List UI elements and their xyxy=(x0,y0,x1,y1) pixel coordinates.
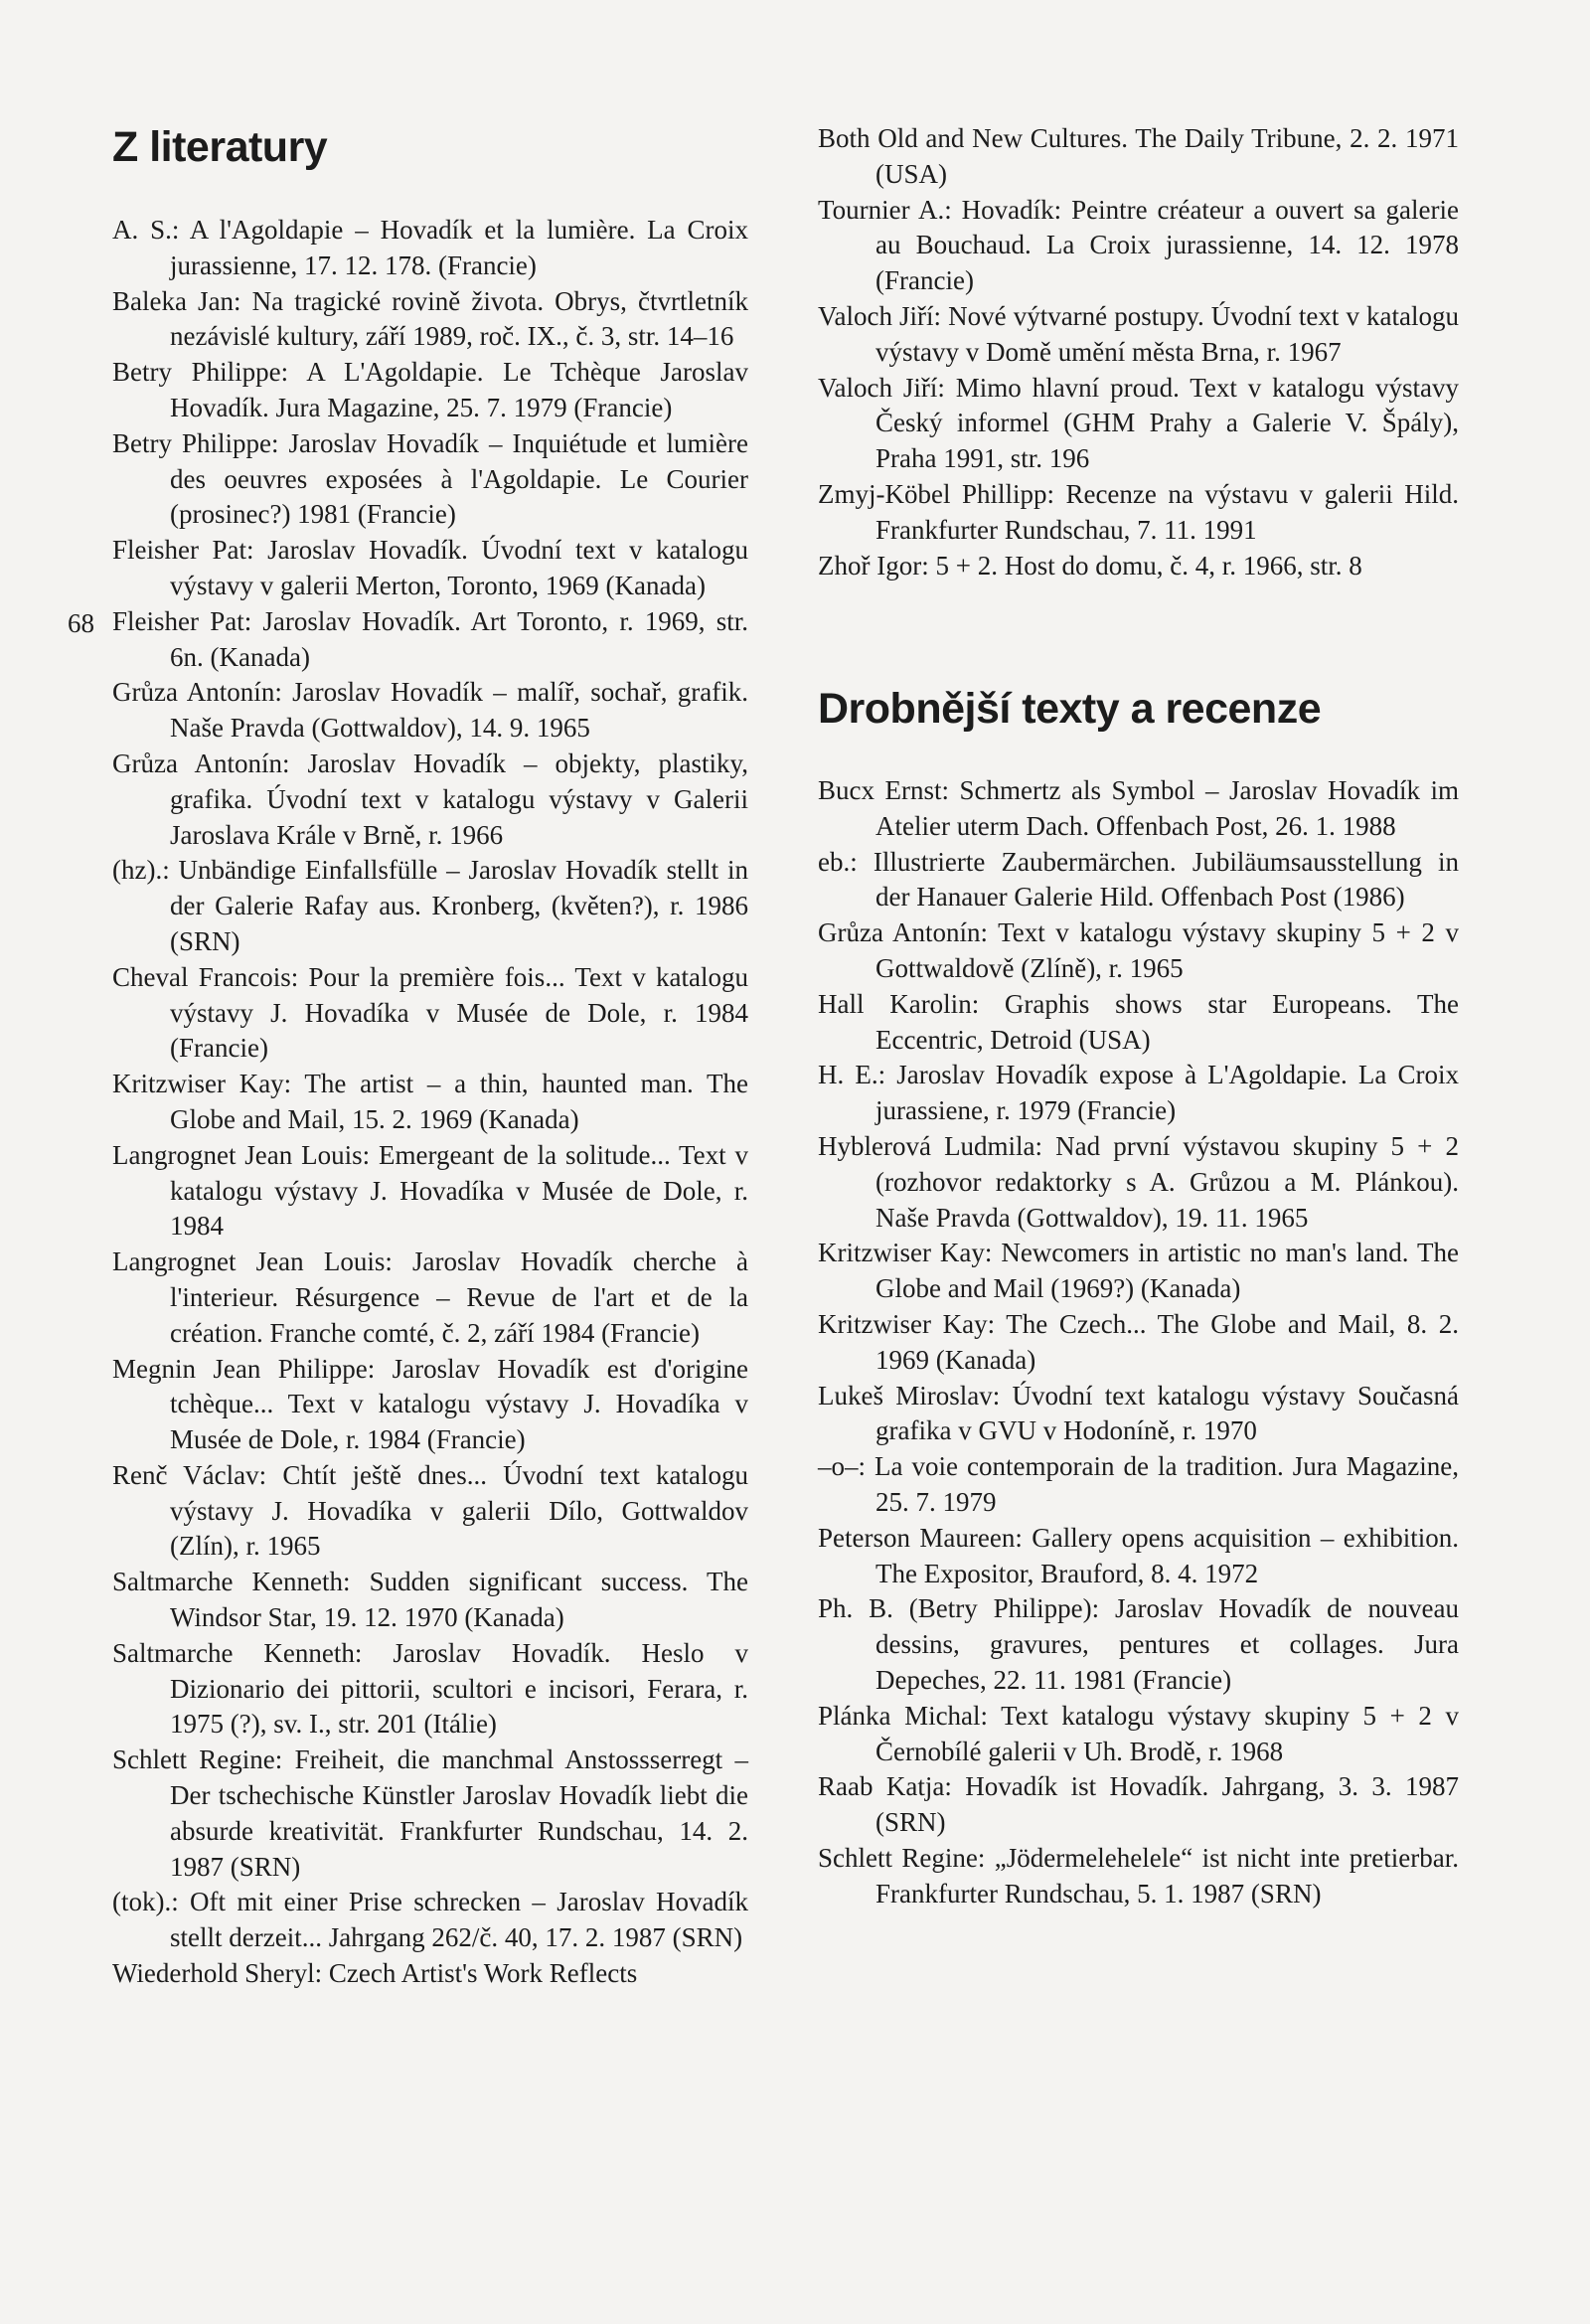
bibliography-entry: Kritzwiser Kay: The artist – a thin, haunted man. The Globe and Mail, 15. 2. 1969 (Kanada) xyxy=(112,1069,748,1134)
review-entry: Lukeš Miroslav: Úvodní text katalogu výstavy Současná grafika v GVU v Hodoníně, r. 1970 xyxy=(818,1380,1459,1446)
section-heading-literature: Z literatury xyxy=(112,123,328,171)
review-entry: Grůza Antonín: Text v katalogu výstavy skupiny 5 + 2 v Gottwaldově (Zlíně), r. 1965 xyxy=(818,917,1459,983)
review-entry: Hall Karolin: Graphis shows star Europeans. The Eccentric, Detroid (USA) xyxy=(818,988,1459,1055)
review-entry: Kritzwiser Kay: The Czech... The Globe and Mail, 8. 2. 1969 (Kanada) xyxy=(818,1308,1459,1375)
bibliography-entry: (hz).: Unbändige Einfallsfülle – Jaroslav Hovadík stellt in der Galerie Rafay aus. Kronberg, (květen?), r. 1986 (SRN) xyxy=(112,855,748,956)
bibliography-entry: Wiederhold Sheryl: Czech Artist's Work Reflects xyxy=(112,1958,638,1989)
review-entry: Hyblerová Ludmila: Nad první výstavou skupiny 5 + 2 (rozhovor redaktorky s A. Grůzou a M. Plánkou). Naše Pravda (Gottwaldov), 19. 11. 1965 xyxy=(818,1130,1459,1233)
bibliography-entry: Grůza Antonín: Jaroslav Hovadík – objekty, plastiky, grafika. Úvodní text v katalogu výstavy v Galerii Jaroslava Krále v Brně, r. 1966 xyxy=(112,747,748,850)
bibliography-entry: Betry Philippe: A L'Agoldapie. Le Tchèque Jaroslav Hovadík. Jura Magazine, 25. 7. 1979 (Francie) xyxy=(112,357,748,422)
bibliography-entry: Saltmarche Kenneth: Jaroslav Hovadík. Heslo v Dizionario dei pittorii, scultori e incisori, Ferara, r. 1975 (?), sv. I., str. 201 (Itálie) xyxy=(112,1637,748,1740)
review-entry: Ph. B. (Betry Philippe): Jaroslav Hovadík de nouveau dessins, gravures, pentures et collages. Jura Depeches, 22. 11. 1981 (Francie) xyxy=(818,1593,1459,1695)
bibliography-entry: Valoch Jiří: Nové výtvarné postupy. Úvodní text v katalogu výstavy v Domě umění města Brna, r. 1967 xyxy=(818,300,1459,367)
bibliography-entry: Langrognet Jean Louis: Jaroslav Hovadík cherche à l'interieur. Résurgence – Revue de l'art et de la création. Franche comté, č. 2, září 1984 (Francie) xyxy=(112,1246,748,1348)
bibliography-entry: Fleisher Pat: Jaroslav Hovadík. Art Toronto, r. 1969, str. 6n. (Kanada) xyxy=(112,605,748,672)
section-heading-minor-texts: Drobnější texty a recenze xyxy=(818,685,1322,733)
bibliography-entry: (tok).: Oft mit einer Prise schrecken – Jaroslav Hovadík stellt derzeit... Jahrgang 262/č. 40, 17. 2. 1987 (SRN) xyxy=(112,1887,748,1953)
bibliography-entry: Renč Václav: Chtít ještě dnes... Úvodní text katalogu výstavy J. Hovadíka v galerii Dílo, Gottwaldov (Zlín), r. 1965 xyxy=(112,1459,748,1562)
bibliography-entry: A. S.: A l'Agoldapie – Hovadík et la lumière. La Croix jurassienne, 17. 12. 178. (Francie) xyxy=(112,215,748,280)
bibliography-entry: Baleka Jan: Na tragické rovině života. Obrys, čtvrtletník nezávislé kultury, září 1989, roč. IX., č. 3, str. 14–16 xyxy=(112,285,748,352)
bibliography-entry: Both Old and New Cultures. The Daily Tribune, 2. 2. 1971 (USA) xyxy=(818,123,1459,189)
review-entry: eb.: Illustrierte Zaubermärchen. Jubiläumsausstellung in der Hanauer Galerie Hild. Offenbach Post (1986) xyxy=(818,846,1459,913)
bibliography-entry: Grůza Antonín: Jaroslav Hovadík – malíř, sochař, grafik. Naše Pravda (Gottwaldov), 14. 9. 1965 xyxy=(112,677,748,744)
minor-texts-list xyxy=(818,773,1459,1912)
bibliography-entry: Schlett Regine: Freiheit, die manchmal Anstossserregt – Der tschechische Künstler Jaroslav Hovadík liebt die absurde kreativität. Frankfurter Rundschau, 14. 2. 1987 (SRN) xyxy=(112,1744,748,1882)
review-entry: Plánka Michal: Text katalogu výstavy skupiny 5 + 2 v Černobílé galerii v Uh. Brodě, r. 1968 xyxy=(818,1700,1459,1766)
bibliography-entry: Fleisher Pat: Jaroslav Hovadík. Úvodní text v katalogu výstavy v galerii Merton, Toronto, 1969 (Kanada) xyxy=(112,535,748,600)
bibliography-entry: Langrognet Jean Louis: Emergeant de la solitude... Text v katalogu výstavy J. Hovadíka v Musée de Dole, r. 1984 xyxy=(112,1139,748,1242)
literature-list-continued xyxy=(818,121,1459,583)
page-number: 68 xyxy=(68,608,94,638)
bibliography-entry: Valoch Jiří: Mimo hlavní proud. Text v katalogu výstavy Český informel (GHM Prahy a Galerie V. Špály), Praha 1991, str. 196 xyxy=(818,372,1459,474)
review-entry: Raab Katja: Hovadík ist Hovadík. Jahrgang, 3. 3. 1987 (SRN) xyxy=(818,1771,1459,1838)
literature-list xyxy=(112,213,748,1992)
bibliography-entry: Betry Philippe: Jaroslav Hovadík – Inquiétude et lumière des oeuvres exposées à l'Agoldapie. Le Courier (prosinec?) 1981 (Francie) xyxy=(112,427,748,530)
bibliography-entry: Saltmarche Kenneth: Sudden significant success. The Windsor Star, 19. 12. 1970 (Kanada) xyxy=(112,1567,748,1633)
review-entry: Peterson Maureen: Gallery opens acquisition – exhibition. The Expositor, Brauford, 8. 4. 1972 xyxy=(818,1522,1459,1588)
review-entry: –o–: La voie contemporain de la tradition. Jura Magazine, 25. 7. 1979 xyxy=(818,1451,1459,1517)
review-entry: Kritzwiser Kay: Newcomers in artistic no man's land. The Globe and Mail (1969?) (Kanada) xyxy=(818,1238,1459,1304)
bibliography-entry: Cheval Francois: Pour la première fois... Text v katalogu výstavy J. Hovadíka v Musée de Dole, r. 1984 (Francie) xyxy=(112,961,748,1064)
review-entry: Bucx Ernst: Schmertz als Symbol – Jaroslav Hovadík im Atelier uterm Dach. Offenbach Post, 26. 1. 1988 xyxy=(818,775,1459,841)
bibliography-entry: Tournier A.: Hovadík: Peintre créateur a ouvert sa galerie au Bouchaud. La Croix jurassienne, 14. 12. 1978 (Francie) xyxy=(818,194,1459,296)
bibliography-entry: Zmyj-Köbel Phillipp: Recenze na výstavu v galerii Hild. Frankfurter Rundschau, 7. 11. 1991 xyxy=(818,478,1459,545)
review-entry: Schlett Regine: „Jödermelehelele“ ist nicht inte pretierbar. Frankfurter Rundschau, 5. 1. 1987 (SRN) xyxy=(818,1842,1459,1909)
review-entry: H. E.: Jaroslav Hovadík expose à L'Agoldapie. La Croix jurassiene, r. 1979 (Francie) xyxy=(818,1060,1459,1126)
bibliography-entry: Megnin Jean Philippe: Jaroslav Hovadík est d'origine tchèque... Text v katalogu výstavy J. Hovadíka v Musée de Dole, r. 1984 (Francie) xyxy=(112,1353,748,1455)
bibliography-entry: Zhoř Igor: 5 + 2. Host do domu, č. 4, r. 1966, str. 8 xyxy=(818,550,1362,581)
